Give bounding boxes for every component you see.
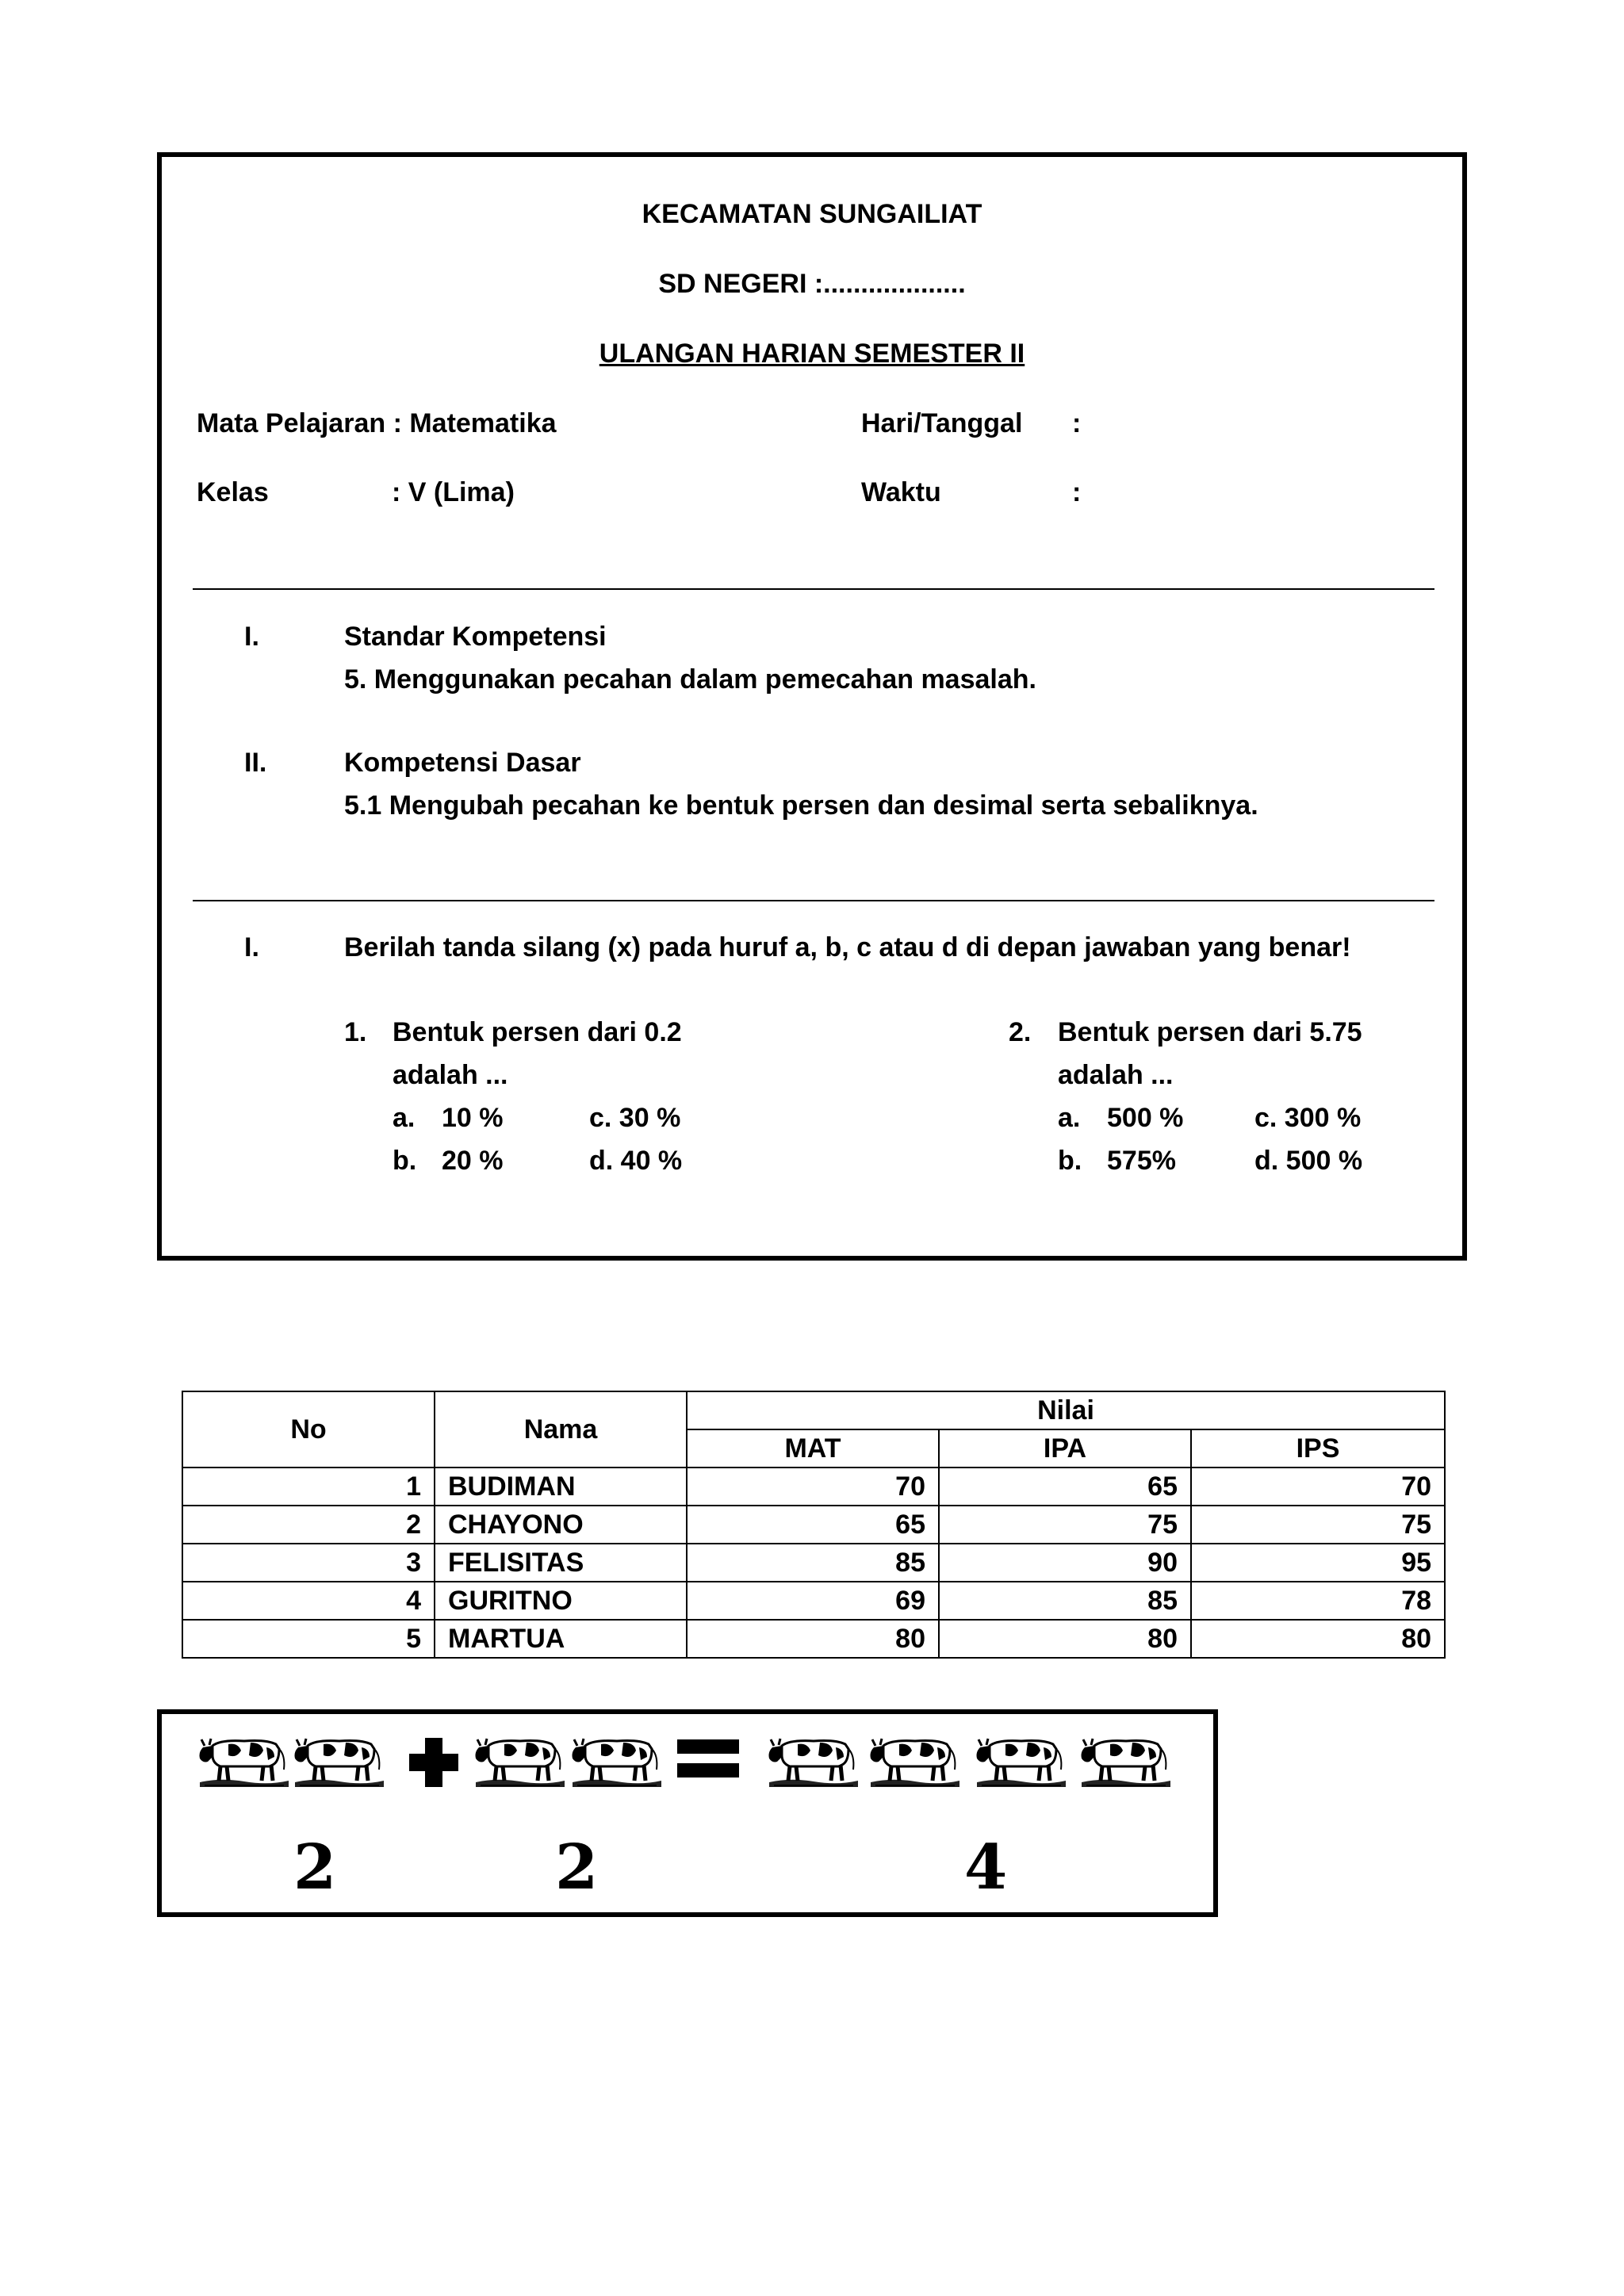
- section-numeral: II.: [244, 748, 267, 778]
- cell-mat: 65: [687, 1506, 939, 1544]
- cell-ips: 75: [1191, 1506, 1445, 1544]
- table-row: [182, 1468, 1445, 1506]
- question-text-cont: adalah ...: [1058, 1060, 1174, 1090]
- section-title: Kompetensi Dasar: [344, 748, 581, 778]
- cell-ipa: 85: [939, 1582, 1191, 1620]
- section-text: 5. Menggunakan pecahan dalam pemecahan masalah.: [344, 664, 1036, 695]
- cell-name: GURITNO: [435, 1582, 687, 1620]
- question-text-cont: adalah ...: [393, 1060, 508, 1090]
- left-count: 2: [293, 1831, 337, 1904]
- option-letter: b.: [1058, 1146, 1082, 1176]
- header-no: No: [182, 1391, 435, 1468]
- header-ips: IPS: [1191, 1429, 1445, 1468]
- cell-ipa: 80: [939, 1620, 1191, 1658]
- cow-icon: [868, 1728, 963, 1792]
- cow-icon: [569, 1728, 665, 1792]
- district-title: KECAMATAN SUNGAILIAT: [642, 199, 982, 229]
- header-name: Nama: [435, 1391, 687, 1468]
- table-row: [182, 1620, 1445, 1658]
- cell-ips: 95: [1191, 1544, 1445, 1582]
- cell-no: 2: [182, 1506, 435, 1544]
- table-row: [182, 1582, 1445, 1620]
- section-text: 5.1 Mengubah pecahan ke bentuk persen dan desimal serta sebaliknya.: [344, 790, 1258, 821]
- date-colon: :: [1072, 408, 1082, 438]
- question-text: Bentuk persen dari 5.75: [1058, 1017, 1362, 1047]
- cow-icon: [197, 1728, 292, 1792]
- cell-ips: 78: [1191, 1582, 1445, 1620]
- school-name: SD NEGERI :...................: [658, 269, 966, 299]
- question-text: Bentuk persen dari 0.2: [393, 1017, 682, 1047]
- header-mat: MAT: [687, 1429, 939, 1468]
- equals-icon: [676, 1736, 741, 1784]
- option-a: 500 %: [1107, 1103, 1184, 1133]
- header-nilai: Nilai: [687, 1391, 1445, 1429]
- question-number: 1.: [344, 1017, 367, 1047]
- table-row: [182, 1544, 1445, 1582]
- cow-icon: [292, 1728, 387, 1792]
- cell-mat: 69: [687, 1582, 939, 1620]
- cell-mat: 70: [687, 1468, 939, 1506]
- option-d: d. 500 %: [1254, 1146, 1363, 1176]
- option-b: 575%: [1107, 1146, 1176, 1176]
- cell-name: MARTUA: [435, 1620, 687, 1658]
- time-colon: :: [1072, 477, 1082, 507]
- subject-label: Mata Pelajaran : Matematika: [197, 408, 557, 438]
- section-numeral: I.: [244, 622, 259, 652]
- cell-ipa: 75: [939, 1506, 1191, 1544]
- exam-header-box: [157, 152, 1467, 1261]
- result-count: 4: [964, 1831, 1008, 1904]
- option-c: c. 300 %: [1254, 1103, 1362, 1133]
- cell-ipa: 65: [939, 1468, 1191, 1506]
- cell-ips: 70: [1191, 1468, 1445, 1506]
- instruction-numeral: I.: [244, 932, 259, 962]
- cow-icon: [766, 1728, 861, 1792]
- cell-name: FELISITAS: [435, 1544, 687, 1582]
- option-letter: a.: [1058, 1103, 1081, 1133]
- option-d: d. 40 %: [589, 1146, 683, 1176]
- score-table: [182, 1391, 1446, 1659]
- class-value: : V (Lima): [392, 477, 515, 507]
- cell-no: 3: [182, 1544, 435, 1582]
- table-row: [182, 1506, 1445, 1544]
- cell-ipa: 90: [939, 1544, 1191, 1582]
- exam-title: ULANGAN HARIAN SEMESTER II: [599, 339, 1025, 369]
- date-label: Hari/Tanggal: [861, 408, 1023, 438]
- cow-icon: [1078, 1728, 1174, 1792]
- section-title: Standar Kompetensi: [344, 622, 607, 652]
- cell-ips: 80: [1191, 1620, 1445, 1658]
- instruction-text: Berilah tanda silang (x) pada huruf a, b, c atau d di depan jawaban yang benar!: [344, 932, 1351, 962]
- cell-mat: 80: [687, 1620, 939, 1658]
- cell-no: 5: [182, 1620, 435, 1658]
- plus-icon: [406, 1735, 462, 1790]
- cell-name: CHAYONO: [435, 1506, 687, 1544]
- option-letter: a.: [393, 1103, 416, 1133]
- cell-name: BUDIMAN: [435, 1468, 687, 1506]
- question-number: 2.: [1009, 1017, 1032, 1047]
- class-label: Kelas: [197, 477, 269, 507]
- header-ipa: IPA: [939, 1429, 1191, 1468]
- right-count: 2: [555, 1831, 599, 1904]
- option-b: 20 %: [442, 1146, 504, 1176]
- time-label: Waktu: [861, 477, 941, 507]
- cell-no: 4: [182, 1582, 435, 1620]
- cell-no: 1: [182, 1468, 435, 1506]
- cow-icon: [473, 1728, 568, 1792]
- divider-top: [193, 588, 1434, 590]
- divider-bottom: [193, 900, 1434, 901]
- option-a: 10 %: [442, 1103, 504, 1133]
- cell-mat: 85: [687, 1544, 939, 1582]
- cow-icon: [974, 1728, 1069, 1792]
- option-c: c. 30 %: [589, 1103, 681, 1133]
- option-letter: b.: [393, 1146, 417, 1176]
